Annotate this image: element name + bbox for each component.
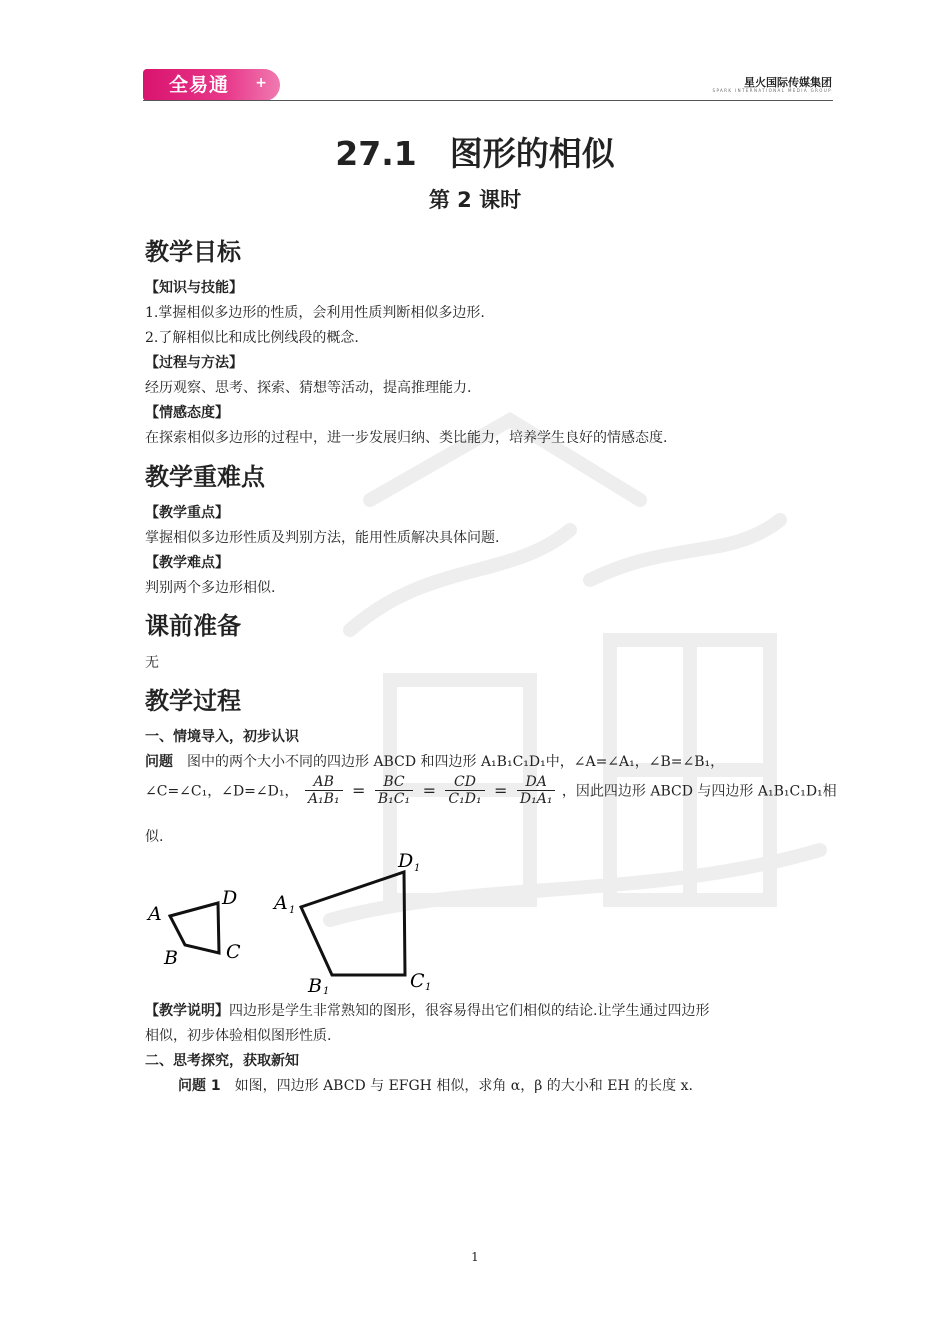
publisher-subtitle: SPARK INTERNATIONAL MEDIA GROUP <box>712 88 832 93</box>
fraction-denominator: B₁C₁ <box>377 791 411 807</box>
emotion-tag: 【情感态度】 <box>145 405 229 421</box>
section-heading-goals: 教学目标 <box>145 238 241 266</box>
process-tag: 【过程与方法】 <box>145 355 243 371</box>
fraction-denominator: D₁A₁ <box>519 791 553 807</box>
similar-quadrilaterals-figure <box>140 850 450 995</box>
vertex-subscript: 1 <box>323 986 330 995</box>
process-item-1: 经历观察、思考、探索、猜想等活动，提高推理能力. <box>145 380 472 396</box>
logo-text: 全易通 <box>169 74 230 96</box>
fraction-numerator: AB <box>305 774 343 791</box>
fraction-denominator: C₁D₁ <box>448 791 482 807</box>
fraction-numerator: CD <box>445 774 484 791</box>
ratio-fraction-bc <box>375 774 413 807</box>
vertex-label-b1: B <box>308 975 322 995</box>
quadrilateral-a1b1c1d1 <box>301 872 405 975</box>
fraction-numerator: BC <box>375 774 413 791</box>
section-heading-process: 教学过程 <box>145 687 241 715</box>
teaching-note-text-1: 四边形是学生非常熟知的图形，很容易得出它们相似的结论.让学生通过四边形 <box>229 1003 710 1019</box>
brand-logo <box>143 69 280 101</box>
vertex-label-c: C <box>226 941 241 963</box>
problem1-label: 问题 1 <box>178 1078 221 1094</box>
key-item-1: 掌握相似多边形性质及判别方法，能用性质解决具体问题. <box>145 530 500 546</box>
vertex-label-c1: C <box>410 970 425 992</box>
problem-text-2b: ，因此四边形 ABCD 与四边形 A₁B₁C₁D₁相 <box>561 783 837 800</box>
knowledge-tag: 【知识与技能】 <box>145 280 243 296</box>
problem-line-1 <box>145 751 724 771</box>
problem-line-2 <box>145 774 837 807</box>
vertex-label-d1: D <box>398 850 414 872</box>
vertex-subscript: 1 <box>425 982 432 993</box>
step2-title: 二、思考探究，获取新知 <box>145 1053 299 1069</box>
fraction-numerator: DA <box>517 774 556 791</box>
teaching-note-line-2: 相似，初步体验相似图形性质. <box>145 1028 332 1044</box>
step1-title: 一、情境导入，初步认识 <box>145 729 299 745</box>
problem-line-3: 似. <box>145 829 164 845</box>
key-tag: 【教学重点】 <box>145 505 229 521</box>
equals-sign: = <box>494 781 508 800</box>
vertex-label-a1: A <box>274 892 288 914</box>
fraction-denominator: A₁B₁ <box>307 791 340 807</box>
equals-sign: = <box>352 781 366 800</box>
section-heading-key-points: 教学重难点 <box>145 463 265 491</box>
hard-item-1: 判别两个多边形相似. <box>145 580 276 596</box>
problem-text-1: 图中的两个大小不同的四边形 ABCD 和四边形 A₁B₁C₁D₁中，∠A=∠A₁，∠B=∠B₁， <box>173 754 725 770</box>
problem1-text: 如图，四边形 ABCD 与 EFGH 相似，求角 α，β 的大小和 EH 的长度 x. <box>220 1078 693 1094</box>
ratio-fraction-cd <box>445 774 484 807</box>
lesson-number: 第 2 课时 <box>428 188 522 212</box>
quadrilateral-abcd <box>170 903 219 953</box>
vertex-subscript: 1 <box>414 863 421 874</box>
hard-tag: 【教学难点】 <box>145 555 229 571</box>
ratio-fraction-ab <box>305 774 343 807</box>
vertex-label-a: A <box>148 903 162 925</box>
section-heading-prep: 课前准备 <box>145 612 241 640</box>
teaching-note-line-1 <box>145 1000 709 1020</box>
page-title: 27.1 图形的相似 <box>335 134 615 173</box>
problem1-line <box>178 1075 693 1095</box>
vertex-label-d: D <box>222 887 238 909</box>
problem-label: 问题 <box>145 754 173 770</box>
knowledge-item-2: 2.了解相似比和成比例线段的概念. <box>145 330 359 346</box>
header-divider <box>143 100 833 101</box>
prep-content: 无 <box>145 655 159 671</box>
emotion-item-1: 在探索相似多边形的过程中，进一步发展归纳、类比能力，培养学生良好的情感态度. <box>145 430 668 446</box>
vertex-subscript: 1 <box>289 905 296 916</box>
problem-text-2a: ∠C=∠C₁，∠D=∠D₁， <box>145 783 299 800</box>
publisher-name: 星火国际传媒集团 <box>744 76 832 89</box>
page-number: 1 <box>471 1250 479 1264</box>
teaching-note-tag: 【教学说明】 <box>145 1003 229 1019</box>
knowledge-item-1: 1.掌握相似多边形的性质，会利用性质判断相似多边形. <box>145 305 485 321</box>
vertex-label-b: B <box>164 947 178 969</box>
equals-sign: = <box>422 781 436 800</box>
ratio-fraction-da <box>517 774 556 807</box>
sparkle-icon: + <box>255 75 268 91</box>
